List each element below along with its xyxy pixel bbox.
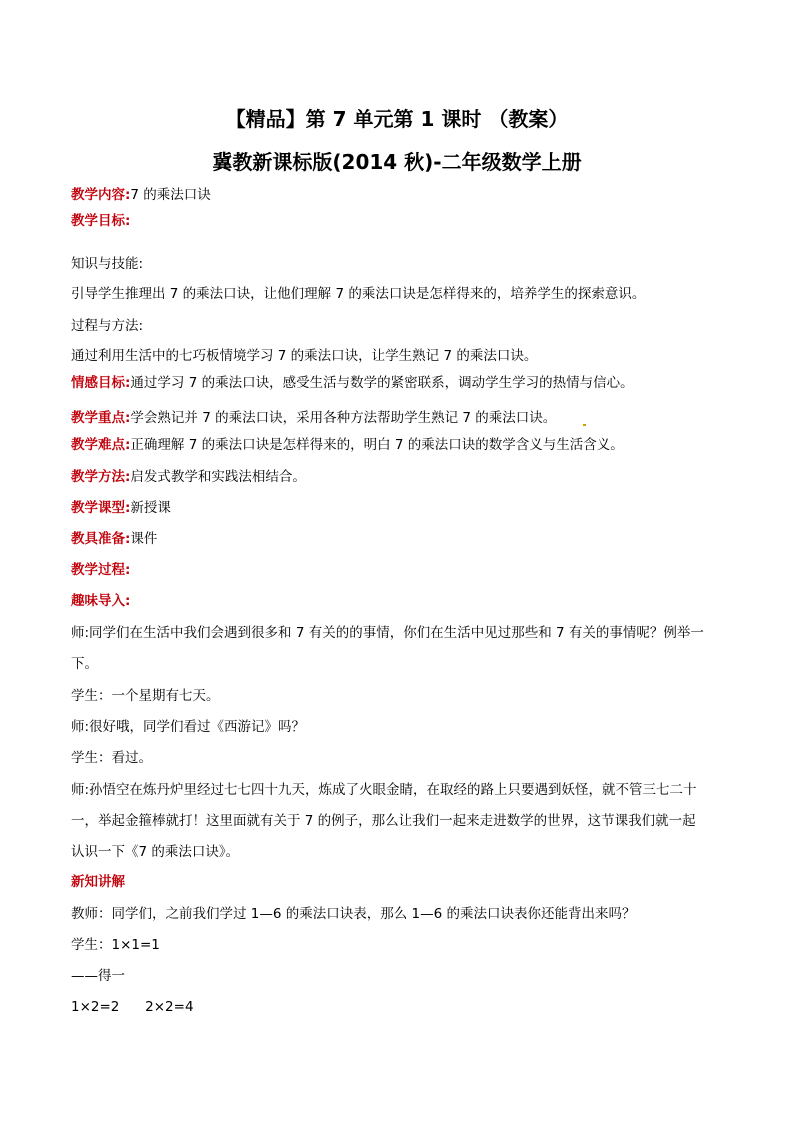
lesson-type-row — [71, 499, 731, 517]
stray-mark — [583, 424, 586, 426]
teaching-goal-row — [71, 212, 731, 230]
emotion-goal-row — [71, 374, 731, 392]
process-method-text: 通过利用生活中的七巧板情境学习 7 的乘法口诀，让学生熟记 7 的乘法口诀。 — [71, 348, 538, 364]
teaching-goal-label: 教学目标: — [71, 213, 131, 229]
teaching-method-row — [71, 468, 731, 486]
key-point-row — [71, 409, 731, 427]
teaching-aid-row — [71, 530, 731, 548]
difficult-point-label: 教学难点: — [71, 437, 131, 453]
teaching-content-label: 教学内容: — [71, 187, 131, 203]
teaching-content-row — [71, 186, 731, 204]
knowledge-skill-text: 引导学生推理出 7 的乘法口诀，让他们理解 7 的乘法口诀是怎样得来的，培养学生的探索意识。 — [71, 286, 646, 302]
lesson-type-text: 新授课 — [130, 500, 171, 516]
intro-paragraph-5-line-3: 认识一下《7 的乘法口诀》。 — [71, 844, 240, 860]
difficult-point-row — [71, 436, 731, 454]
teaching-process-label: 教学过程: — [71, 562, 131, 578]
teaching-method-text: 启发式教学和实践法相结合。 — [130, 469, 306, 485]
teaching-method-label: 教学方法: — [71, 469, 131, 485]
intro-paragraph-3: 师:很好哦，同学们看过《西游记》吗？ — [71, 719, 306, 735]
intro-paragraph-4: 学生：看过。 — [71, 750, 152, 766]
knowledge-skill-heading: 知识与技能: — [71, 256, 144, 272]
new-knowledge-paragraph-3: ——得一 — [71, 968, 125, 984]
intro-paragraph-1-line-2: 下。 — [71, 656, 98, 672]
intro-paragraph-1-line-1: 师:同学们在生活中我们会遇到很多和 7 有关的的事情，你们在生活中见过那些和 7 有关的事情呢？例举一 — [71, 625, 704, 641]
teaching-aid-label: 教具准备: — [71, 531, 131, 547]
teaching-content-value: 7 的乘法口诀 — [130, 187, 211, 203]
intro-paragraph-5-line-2: 一，举起金箍棒就打！这里面就有关于 7 的例子，那么让我们一起来走进数学的世界，这节课我们就一起 — [71, 813, 696, 829]
new-knowledge-heading: 新知讲解 — [71, 874, 125, 890]
intro-paragraph-2: 学生：一个星期有七天。 — [71, 688, 220, 704]
key-point-text: 学会熟记并 7 的乘法口诀，采用各种方法帮助学生熟记 7 的乘法口诀。 — [130, 410, 557, 426]
teaching-aid-text: 课件 — [130, 531, 158, 547]
new-knowledge-paragraph-1: 教师：同学们，之前我们学过 1—6 的乘法口诀表，那么 1—6 的乘法口诀表你还能背出来吗？ — [71, 906, 636, 922]
document-subtitle: 冀教新课标版(2014 秋)-二年级数学上册 — [212, 150, 582, 174]
teaching-process-row — [71, 561, 731, 579]
intro-paragraph-5-line-1: 师:孙悟空在炼丹炉里经过七七四十九天，炼成了火眼金睛，在取经的路上只要遇到妖怪，就不管三七二十 — [71, 782, 697, 798]
difficult-point-text: 正确理解 7 的乘法口诀是怎样得来的，明白 7 的乘法口诀的数学含义与生活含义。 — [130, 437, 624, 453]
lesson-type-label: 教学课型: — [71, 500, 131, 516]
emotion-goal-label: 情感目标: — [71, 375, 131, 391]
document-title: 【精品】第 7 单元第 1 课时 （教案） — [225, 107, 569, 131]
emotion-goal-text: 通过学习 7 的乘法口诀，感受生活与数学的紧密联系，调动学生学习的热情与信心。 — [130, 375, 634, 391]
new-knowledge-paragraph-4: 1×2=2 2×2=4 — [71, 999, 194, 1015]
process-method-heading: 过程与方法: — [71, 318, 144, 334]
key-point-label: 教学重点: — [71, 410, 131, 426]
intro-heading: 趣味导入: — [71, 593, 131, 609]
new-knowledge-paragraph-2: 学生：1×1=1 — [71, 937, 160, 953]
